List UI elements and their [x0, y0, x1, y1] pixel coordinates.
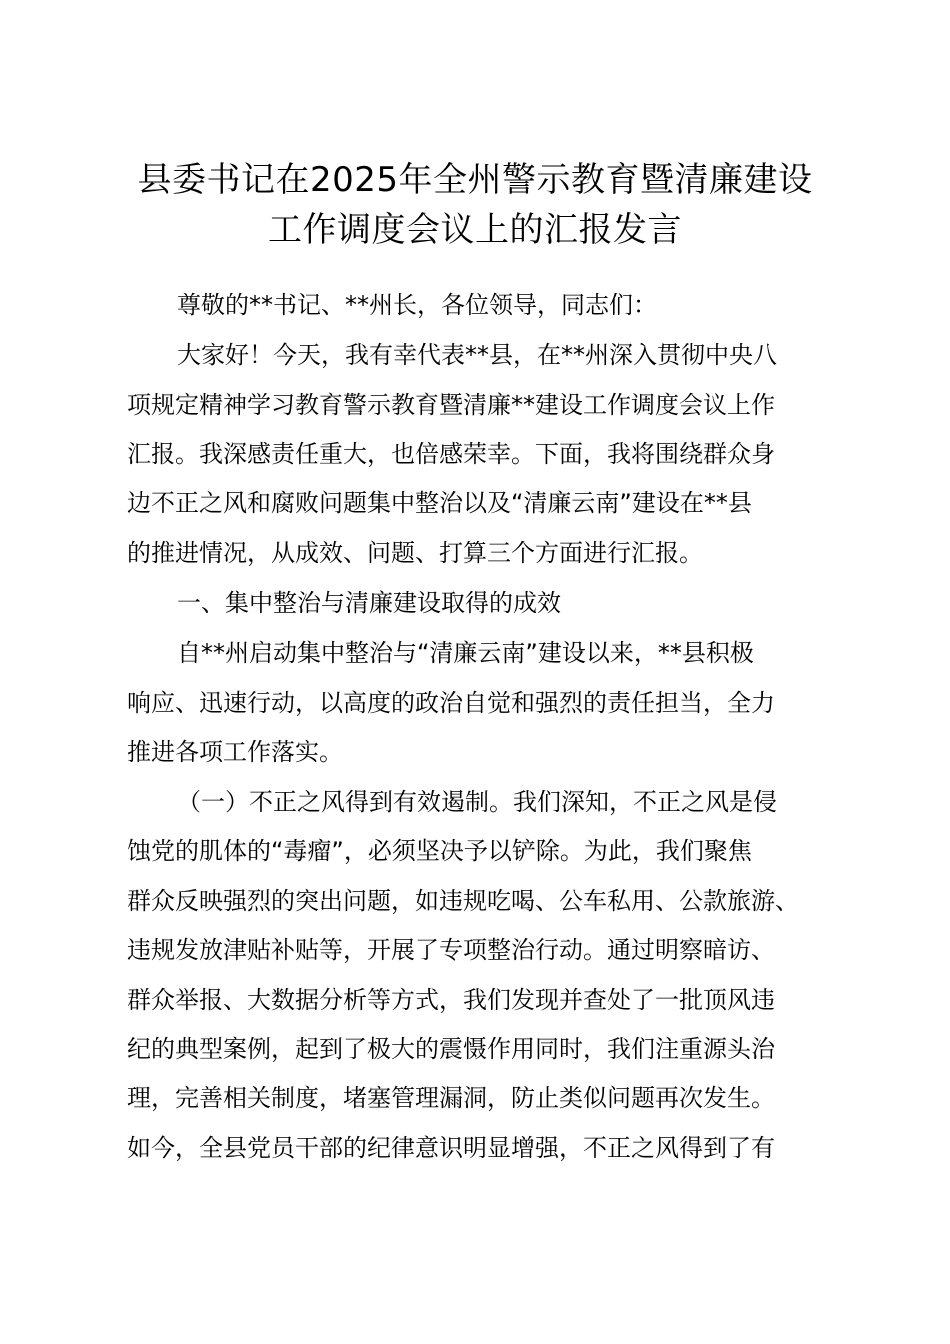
- paragraph-line: 响应、迅速行动，以高度的政治自觉和强烈的责任担当，全力: [127, 689, 775, 717]
- paragraph-line: 违规发放津贴补贴等，开展了专项整治行动。通过明察暗访、: [127, 936, 775, 964]
- document-title-line-1: 县委书记在2025年全州警示教育暨清廉建设: [137, 160, 813, 200]
- paragraph-line: 汇报。我深感责任重大，也倍感荣幸。下面，我将围绕群众身: [127, 440, 775, 468]
- salutation: 尊敬的**书记、**州长，各位领导，同志们：: [177, 291, 657, 319]
- paragraph-line: 群众反映强烈的突出问题，如违规吃喝、公车私用、公款旅游、: [127, 887, 799, 915]
- paragraph-line: 边不正之风和腐败问题集中整治以及“清廉云南”建设在**县: [127, 489, 752, 517]
- section-heading: 一、集中整治与清廉建设取得的成效: [177, 589, 561, 617]
- paragraph-line: 群众举报、大数据分析等方式，我们发现并查处了一批顶风违: [127, 986, 775, 1014]
- paragraph-line: 大家好！今天，我有幸代表**县，在**州深入贯彻中央八: [177, 341, 777, 369]
- paragraph-line: 蚀党的肌体的“毒瘤”，必须坚决予以铲除。为此，我们聚焦: [127, 837, 752, 865]
- paragraph-line: 项规定精神学习教育警示教育暨清廉**建设工作调度会议上作: [127, 391, 775, 419]
- paragraph-line: 推进各项工作落实。: [127, 738, 343, 766]
- paragraph-line: 自**州启动集中整治与“清廉云南”建设以来，**县积极: [177, 639, 754, 667]
- paragraph-line: 如今，全县党员干部的纪律意识明显增强，不正之风得到了有: [127, 1134, 775, 1162]
- subsection-heading-line: （一）不正之风得到有效遏制。我们深知，不正之风是侵: [177, 788, 777, 816]
- paragraph-line: 的推进情况，从成效、问题、打算三个方面进行汇报。: [127, 539, 703, 567]
- paragraph-line: 纪的典型案例，起到了极大的震慑作用同时，我们注重源头治: [127, 1035, 775, 1063]
- paragraph-line: 理，完善相关制度，堵塞管理漏洞，防止类似问题再次发生。: [127, 1084, 775, 1112]
- document-title-line-2: 工作调度会议上的汇报发言: [268, 210, 682, 250]
